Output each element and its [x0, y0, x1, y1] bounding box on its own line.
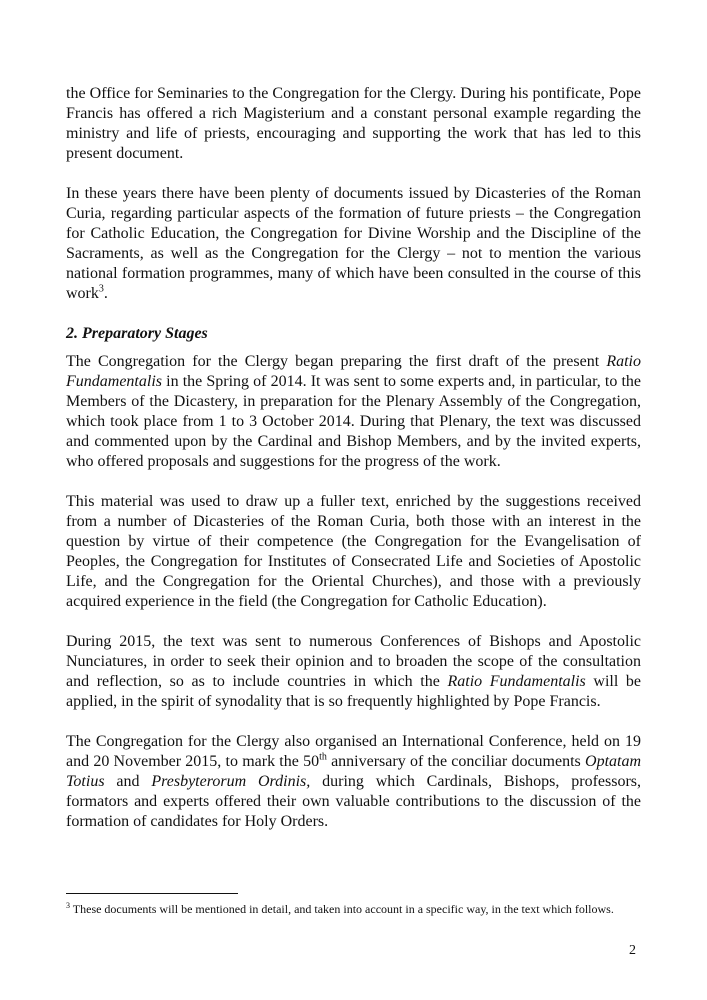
paragraph-text: in the Spring of 2014. It was sent to some experts and, in particular, to the Members of the Dicastery, in preparation for the Plenary Assembly of the Congregation, which took place from 1 to 3 October 2014. During that Plenary, the text was discussed and commented upon by the Cardinal and Bishop Members, and by the invited experts, who offered proposals and suggestions for the progress of the work. — [66, 373, 641, 470]
footnote-text: These documents will be mentioned in detail, and taken into account in a specific way, in the text which follows. — [70, 902, 614, 916]
paragraph-text: In these years there have been plenty of documents issued by Dicasteries of the Roman Curia, regarding particular aspects of the formation of future priests – the Congregation for Catholic Education, the Congregation for Divine Worship and the Discipline of the Sacraments, as well as the Congregation for the Clergy – not to mention the various national formation programmes, many of which have been consulted in the course of this work — [66, 185, 641, 302]
section-heading: 2. Preparatory Stages — [66, 325, 208, 342]
paragraph-text: the Office for Seminaries to the Congregation for the Clergy. During his pontificate, Pope Francis has offered a rich Magisterium and a constant personal example regarding the ministry and life of priests, encouraging and supporting the work that has led to this present document. — [66, 85, 641, 162]
paragraph-punctuation: . — [103, 285, 108, 302]
italic-title: Presbyterorum Ordinis, — [151, 773, 311, 790]
paragraph-fuller-text — [66, 492, 641, 612]
italic-title: Optatam Totius — [66, 753, 642, 790]
footnote-divider — [66, 893, 238, 894]
paragraph-text: During 2015, the text was sent to numerous Conferences of Bishops and Apostolic Nunciatures, in order to seek their opinion and to broaden the scope of the consultation and reflection, so as to include countries in which the — [66, 633, 641, 690]
ordinal-suffix: th — [319, 751, 327, 763]
paragraph-dicasteries-documents — [66, 184, 641, 304]
italic-title: Ratio Fundamentalis — [447, 673, 586, 690]
footnote-number: 3 — [66, 901, 70, 910]
document-body — [66, 84, 641, 838]
paragraph-first-draft — [66, 352, 641, 472]
italic-title: Ratio Fundamentalis — [66, 353, 641, 390]
paragraph-text: This material was used to draw up a fuller text, enriched by the suggestions received from a number of Dicasteries of the Roman Curia, both those with an interest in the question by virtue of their competence (the Congregation for the Evangelisation of Peoples, the Congregation for Institutes of Consecrated Life and Societies of Apostolic Life, and the Congregation for the Oriental Churches), and those with a previously acquired experience in the field (the Congregation for Catholic Education). — [66, 493, 641, 610]
paragraph-text: The Congregation for the Clergy also organised an International Conference, held on 19 and 20 November 2015, to mark the 50 — [66, 733, 641, 770]
paragraph-text: will be applied, in the spirit of synodality that is so frequently highlighted by Pope Francis. — [66, 673, 642, 710]
paragraph-conferences-of-bishops — [66, 632, 641, 712]
paragraph-text: during which Cardinals, Bishops, professors, formators and experts offered their own valuable contributions to the discussion of the formation of candidates for Holy Orders. — [66, 773, 642, 830]
paragraph-text: anniversary of the conciliar documents — [326, 753, 586, 770]
paragraph-office-for-seminaries — [66, 84, 641, 164]
footnote-reference[interactable]: 3 — [98, 283, 104, 295]
paragraph-text: and — [104, 773, 152, 790]
footnote — [66, 901, 641, 917]
page-number: 2 — [629, 943, 636, 958]
paragraph-international-conference — [66, 732, 641, 832]
paragraph-text: The Congregation for the Clergy began preparing the first draft of the present — [66, 353, 607, 370]
